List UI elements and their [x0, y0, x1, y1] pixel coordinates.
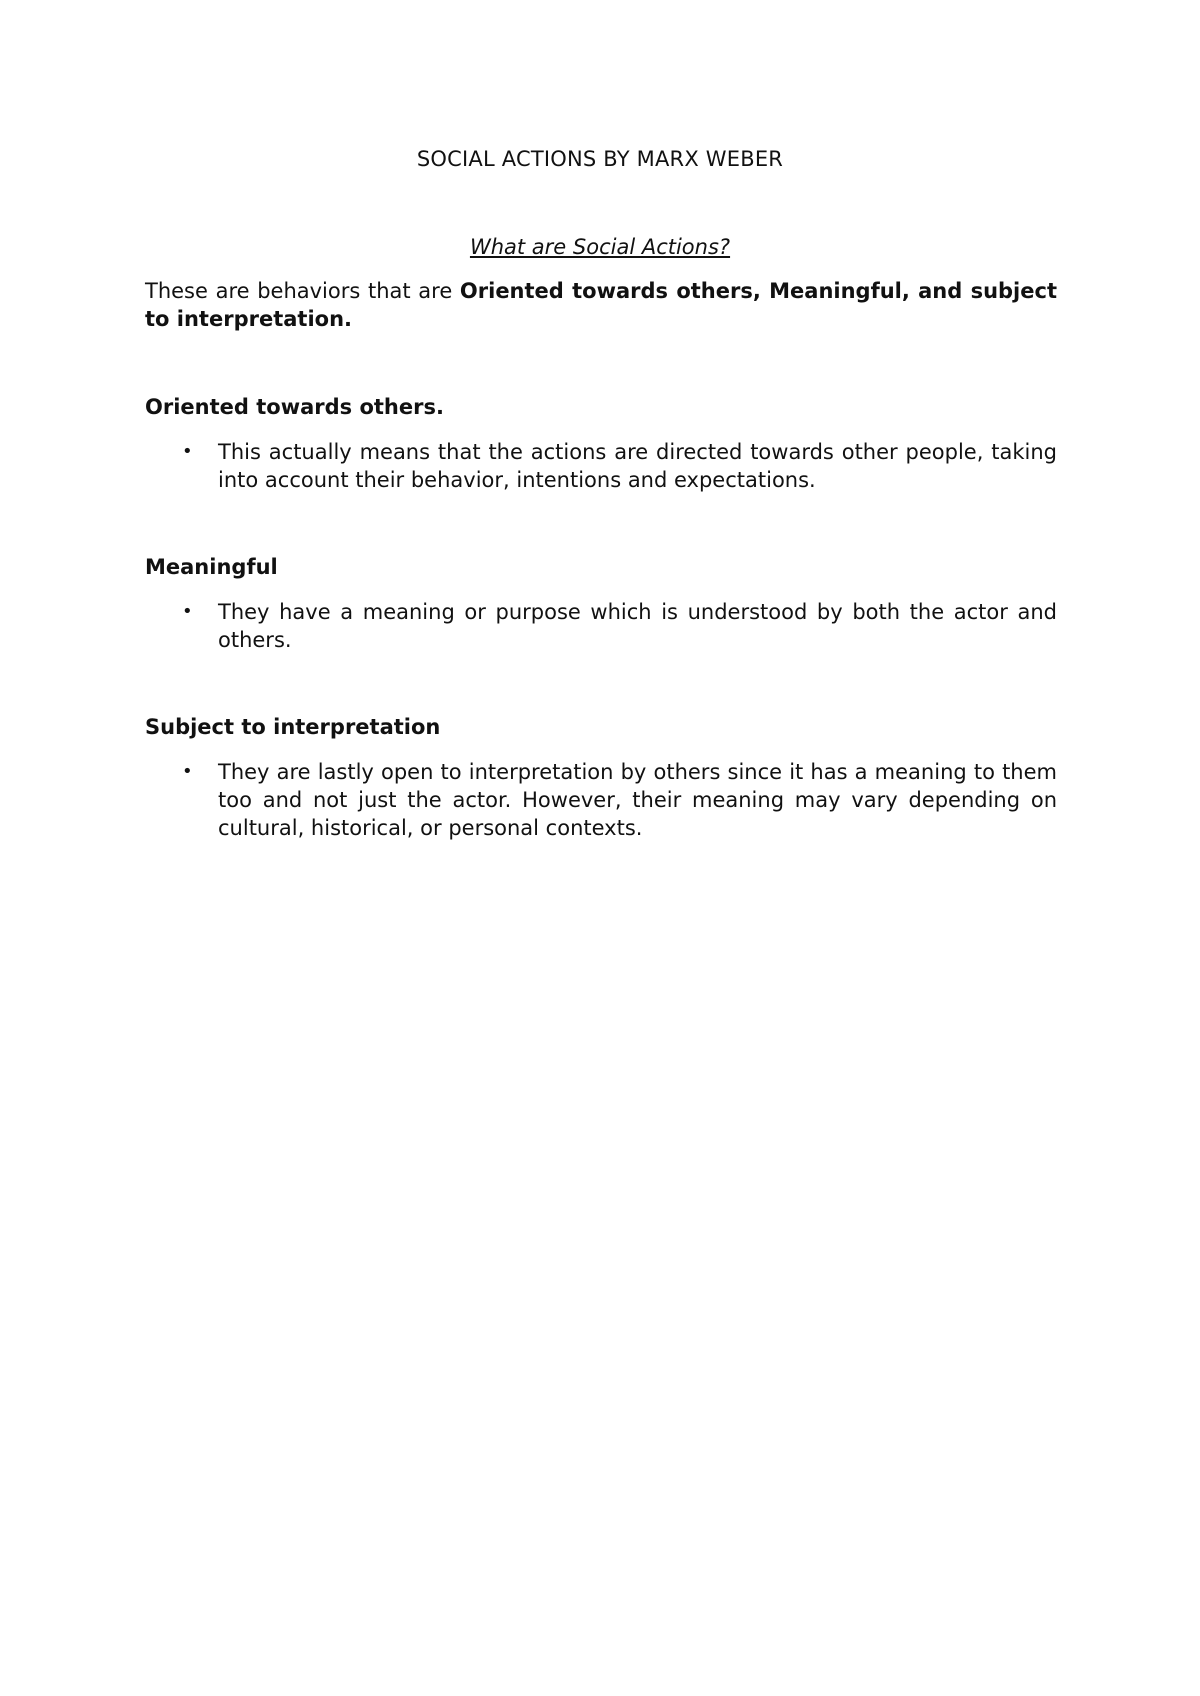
section-heading-meaningful: Meaningful [145, 555, 278, 579]
section-heading-oriented: Oriented towards others. [145, 395, 444, 419]
bullet-text: They have a meaning or purpose which is understood by both the actor and others. [218, 600, 1057, 652]
section-heading-interpretation: Subject to interpretation [145, 715, 441, 739]
bullet-icon: • [182, 761, 193, 782]
bullet-text: This actually means that the actions are directed towards other people, taking into account their behavior, intentions and expectations. [218, 440, 1057, 492]
document-title: SOCIAL ACTIONS BY MARX WEBER [416, 147, 784, 171]
bullet-item-meaningful [145, 598, 1057, 654]
intro-plain-text: These are behaviors that are [145, 279, 460, 303]
bullet-item-interpretation [145, 758, 1057, 842]
document-subtitle: What are Social Actions? [469, 235, 731, 259]
intro-bold-text: Oriented towards others, Meaningful, and subject to interpretation. [145, 279, 1057, 331]
intro-paragraph [145, 277, 1057, 333]
bullet-text: They are lastly open to interpretation by others since it has a meaning to them too and not just the actor. However, their meaning may vary depending on cultural, historical, or personal contexts. [218, 760, 1057, 840]
bullet-icon: • [182, 441, 193, 462]
bullet-item-oriented [145, 438, 1057, 494]
bullet-icon: • [182, 601, 193, 622]
